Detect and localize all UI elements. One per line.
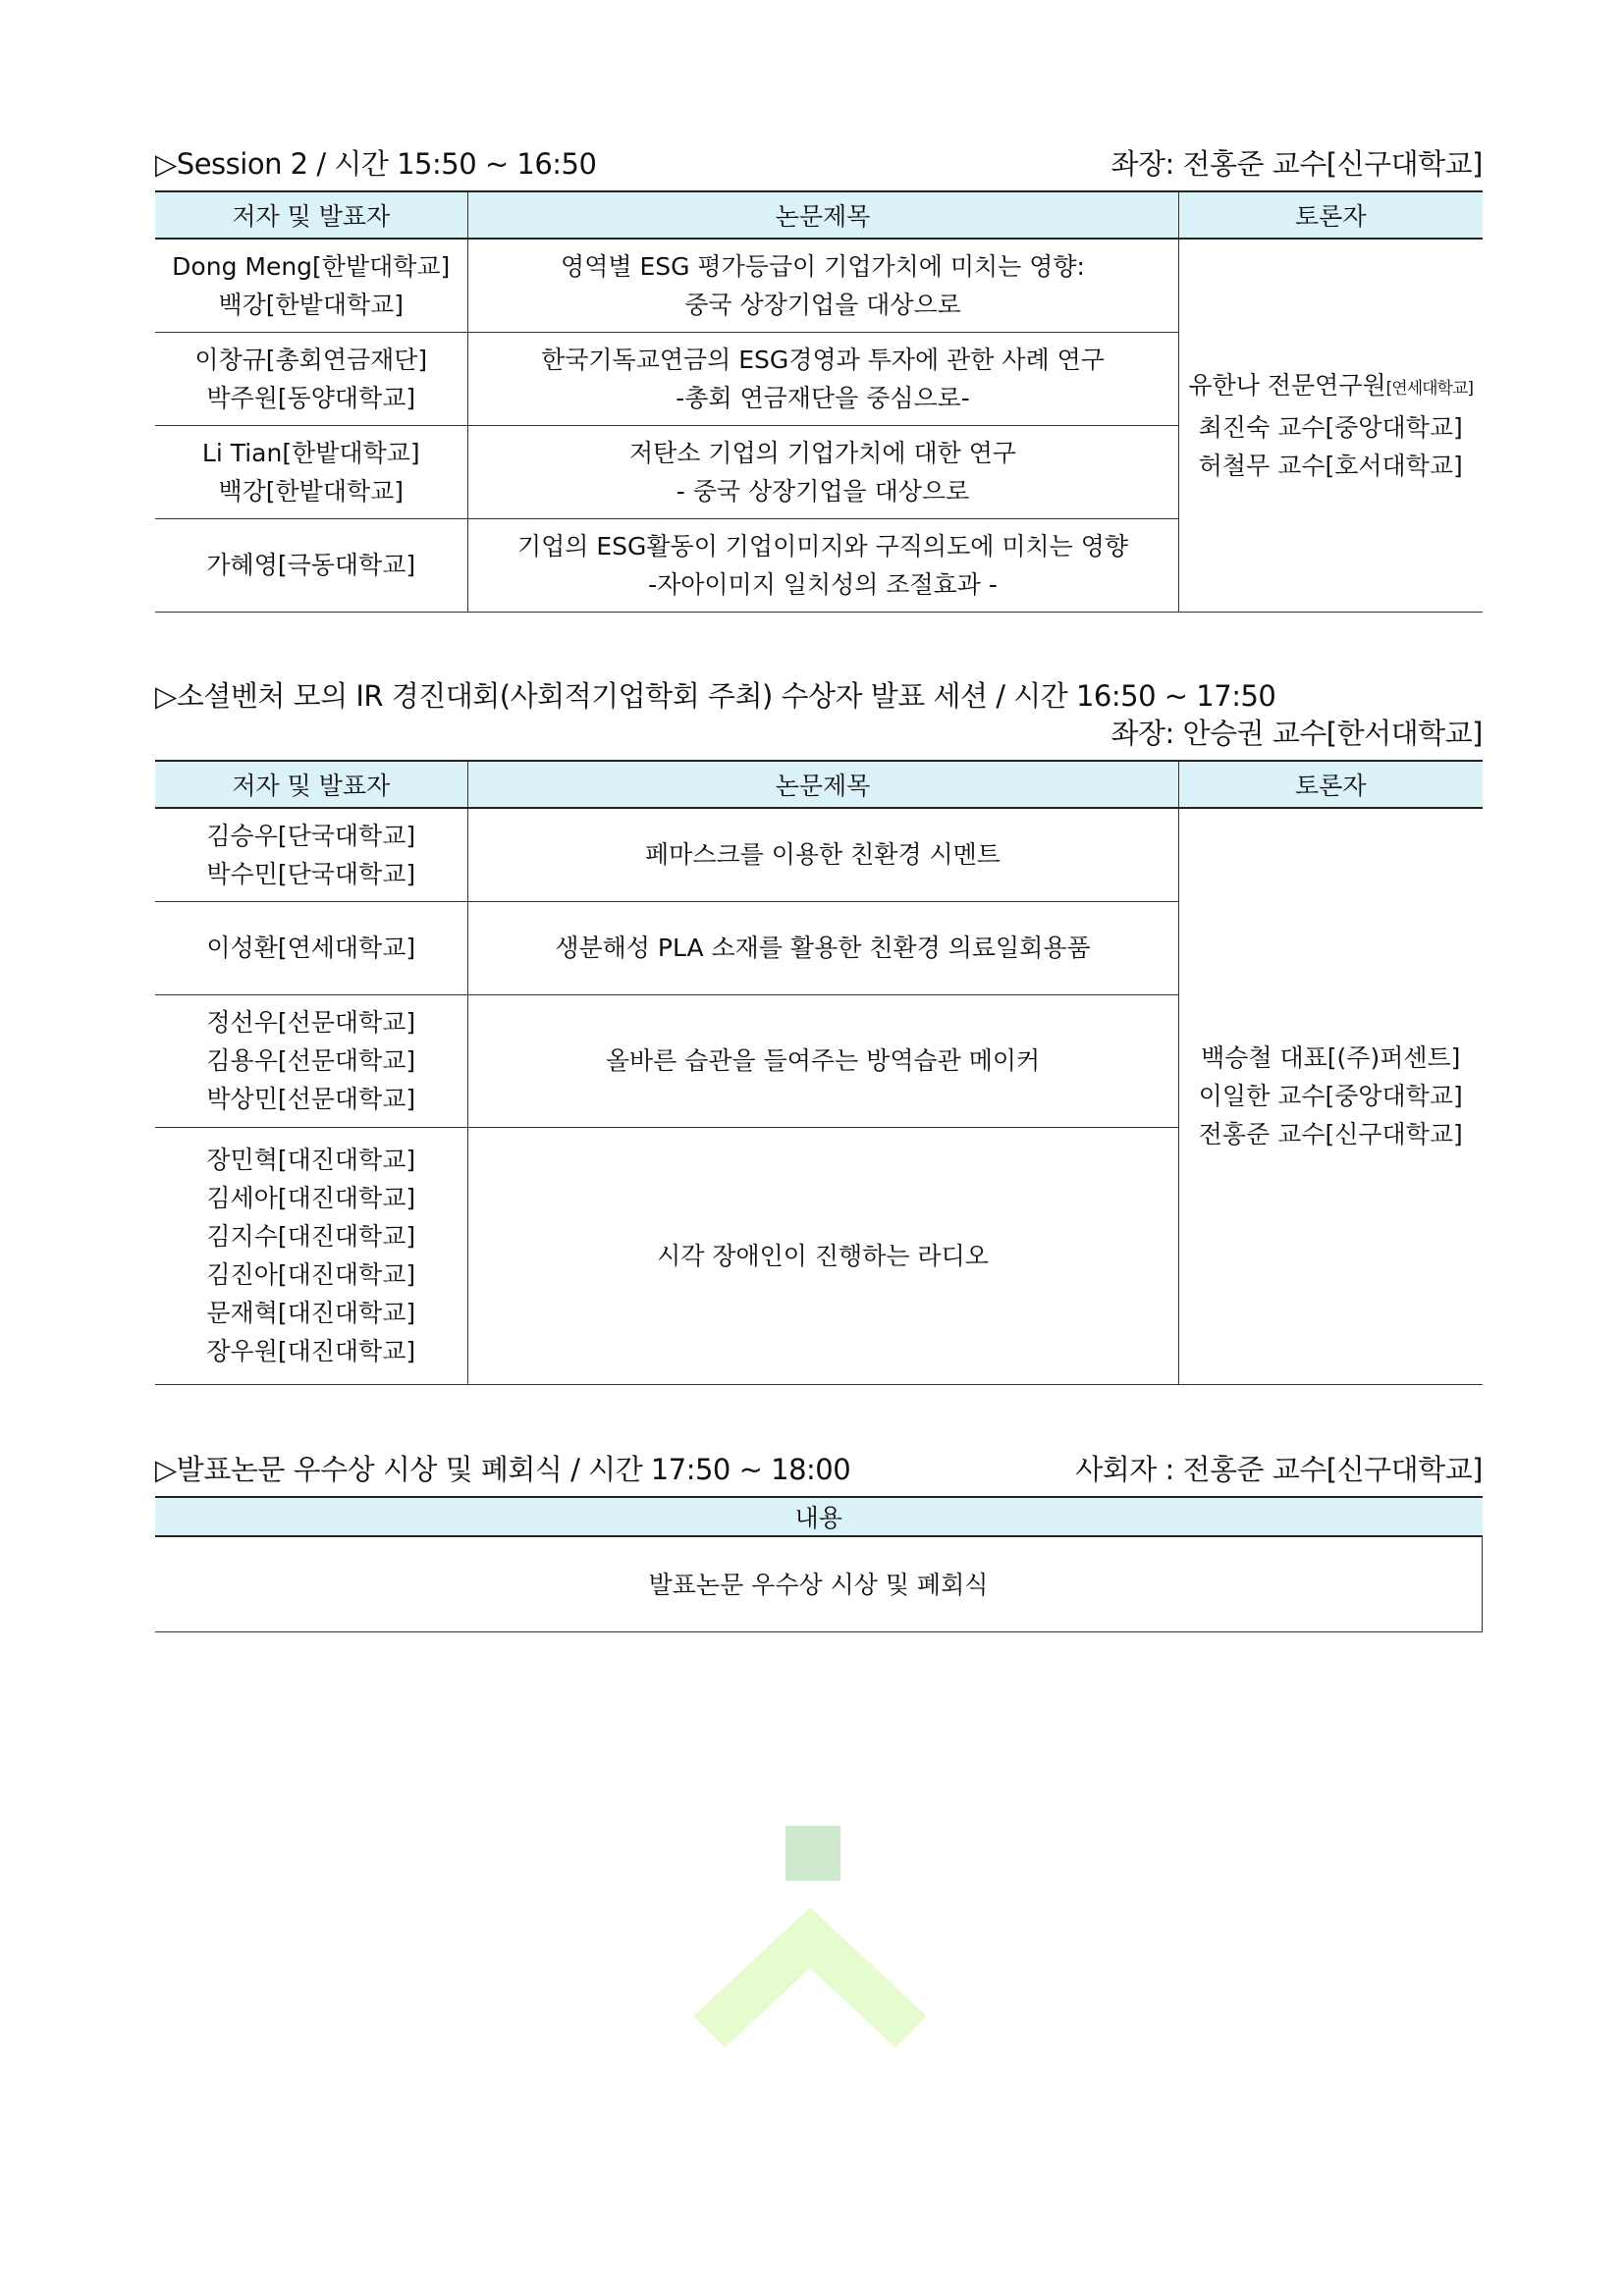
discussant-cell	[1178, 239, 1483, 612]
author-cell	[155, 518, 467, 612]
table-row	[155, 1536, 1483, 1632]
author-name: 문재혁[대진대학교]	[206, 1299, 416, 1327]
session2-title: ▷Session 2 / 시간 15:50 ~ 16:50	[155, 147, 597, 181]
author-name: 박수민[단국대학교]	[206, 859, 416, 888]
author-name: 백강[한밭대학교]	[218, 290, 405, 319]
table-row	[155, 808, 1483, 901]
discussant-header: 토론자	[1178, 191, 1483, 239]
discussant-name: 이일한 교수[중앙대학교]	[1198, 1082, 1463, 1111]
paper-title-line: 중국 상장기업을 대상으로	[684, 290, 961, 319]
paper-title-cell: 시각 장애인이 진행하는 라디오	[467, 1127, 1178, 1384]
author-name: 김지수[대진대학교]	[206, 1222, 416, 1251]
author-cell	[155, 332, 467, 425]
author-cell	[155, 808, 467, 901]
paper-title-cell	[467, 332, 1178, 425]
title-header: 논문제목	[467, 191, 1178, 239]
discussant-main: 유한나 전문연구원	[1188, 370, 1386, 400]
discussant-name: 허철무 교수[호서대학교]	[1198, 451, 1463, 480]
author-name: 박주원[동양대학교]	[206, 383, 416, 412]
ir-session-table	[155, 760, 1483, 1385]
author-cell	[155, 901, 467, 994]
paper-title-cell	[467, 425, 1178, 518]
table-row	[155, 239, 1483, 332]
discussant-header: 토론자	[1178, 761, 1483, 808]
closing-title: ▷발표논문 우수상 시상 및 폐회식 / 시간 17:50 ~ 18:00	[155, 1453, 851, 1486]
logo-body	[693, 1907, 927, 2048]
paper-title-line: -자아이미지 일치성의 조절효과 -	[648, 569, 998, 599]
author-cell	[155, 1127, 467, 1384]
table-header-row	[155, 191, 1483, 239]
content-cell: 발표논문 우수상 시상 및 폐회식	[155, 1536, 1483, 1632]
author-name: 정선우[선문대학교]	[206, 1008, 416, 1037]
ir-session-header	[155, 677, 1483, 752]
logo-head	[785, 1826, 840, 1881]
discussant-name: 전홍준 교수[신구대학교]	[1198, 1120, 1463, 1149]
author-name: Dong Meng[한밭대학교]	[172, 251, 451, 281]
author-name: 가혜영[극동대학교]	[206, 551, 416, 579]
author-name: Li Tian[한밭대학교]	[201, 438, 420, 467]
author-cell	[155, 994, 467, 1127]
content-header: 내용	[155, 1497, 1483, 1536]
discussant-name: 최진숙 교수[중앙대학교]	[1198, 412, 1463, 442]
green-person-logo-icon	[687, 1824, 933, 2052]
paper-title-line: 저탄소 기업의 기업가치에 대한 연구	[628, 438, 1017, 467]
author-cell	[155, 239, 467, 332]
title-header: 논문제목	[467, 761, 1178, 808]
paper-title-cell	[467, 518, 1178, 612]
ir-session-title: ▷소셜벤처 모의 IR 경진대회(사회적기업학회 주최) 수상자 발표 세션 / 시간 16:50 ~ 17:50	[155, 679, 1276, 713]
discussant-affiliation-small: [연세대학교]	[1385, 378, 1474, 399]
paper-title-line: 기업의 ESG활동이 기업이미지와 구직의도에 미치는 영향	[516, 531, 1129, 561]
author-name: 박상민[선문대학교]	[206, 1085, 416, 1113]
session2-chair: 좌장: 전홍준 교수[신구대학교]	[1110, 147, 1483, 181]
author-name: 김진아[대진대학교]	[206, 1260, 416, 1289]
author-name: 김용우[선문대학교]	[206, 1046, 416, 1075]
paper-title-line: 한국기독교연금의 ESG경영과 투자에 관한 사례 연구	[541, 345, 1105, 374]
session2-table	[155, 190, 1483, 613]
author-name: 이성환[연세대학교]	[206, 934, 416, 962]
table-header-row	[155, 1497, 1483, 1536]
paper-title-cell: 올바른 습관을 들여주는 방역습관 메이커	[467, 994, 1178, 1127]
ir-session-section	[155, 677, 1483, 1385]
closing-host: 사회자 : 전홍준 교수[신구대학교]	[1075, 1453, 1483, 1486]
author-cell	[155, 425, 467, 518]
discussant-name: 백승철 대표[(주)퍼센트]	[1201, 1043, 1461, 1073]
ir-session-chair: 좌장: 안승권 교수[한서대학교]	[1110, 717, 1483, 750]
paper-title-line: -총회 연금재단을 중심으로-	[676, 383, 970, 412]
table-header-row	[155, 761, 1483, 808]
author-name: 장우원[대진대학교]	[206, 1337, 416, 1365]
author-name: 이창규[총회연금재단]	[194, 345, 428, 374]
discussant-name	[1185, 366, 1478, 408]
discussant-cell	[1178, 808, 1483, 1384]
author-header: 저자 및 발표자	[155, 191, 467, 239]
session2-header	[155, 145, 1483, 183]
author-name: 김승우[단국대학교]	[206, 821, 416, 850]
session2-section	[155, 145, 1483, 613]
closing-header	[155, 1451, 1483, 1488]
paper-title-line: - 중국 상장기업을 대상으로	[676, 476, 970, 506]
paper-title-cell: 페마스크를 이용한 친환경 시멘트	[467, 808, 1178, 901]
paper-title-line: 영역별 ESG 평가등급이 기업가치에 미치는 영향:	[561, 251, 1085, 281]
author-name: 백강[한밭대학교]	[218, 476, 405, 506]
author-header: 저자 및 발표자	[155, 761, 467, 808]
paper-title-cell: 생분해성 PLA 소재를 활용한 친환경 의료일회용품	[467, 901, 1178, 994]
paper-title-cell	[467, 239, 1178, 332]
author-name: 김세아[대진대학교]	[206, 1184, 416, 1212]
author-name: 장민혁[대진대학교]	[206, 1146, 416, 1174]
closing-table	[155, 1496, 1483, 1632]
closing-section	[155, 1451, 1483, 1632]
